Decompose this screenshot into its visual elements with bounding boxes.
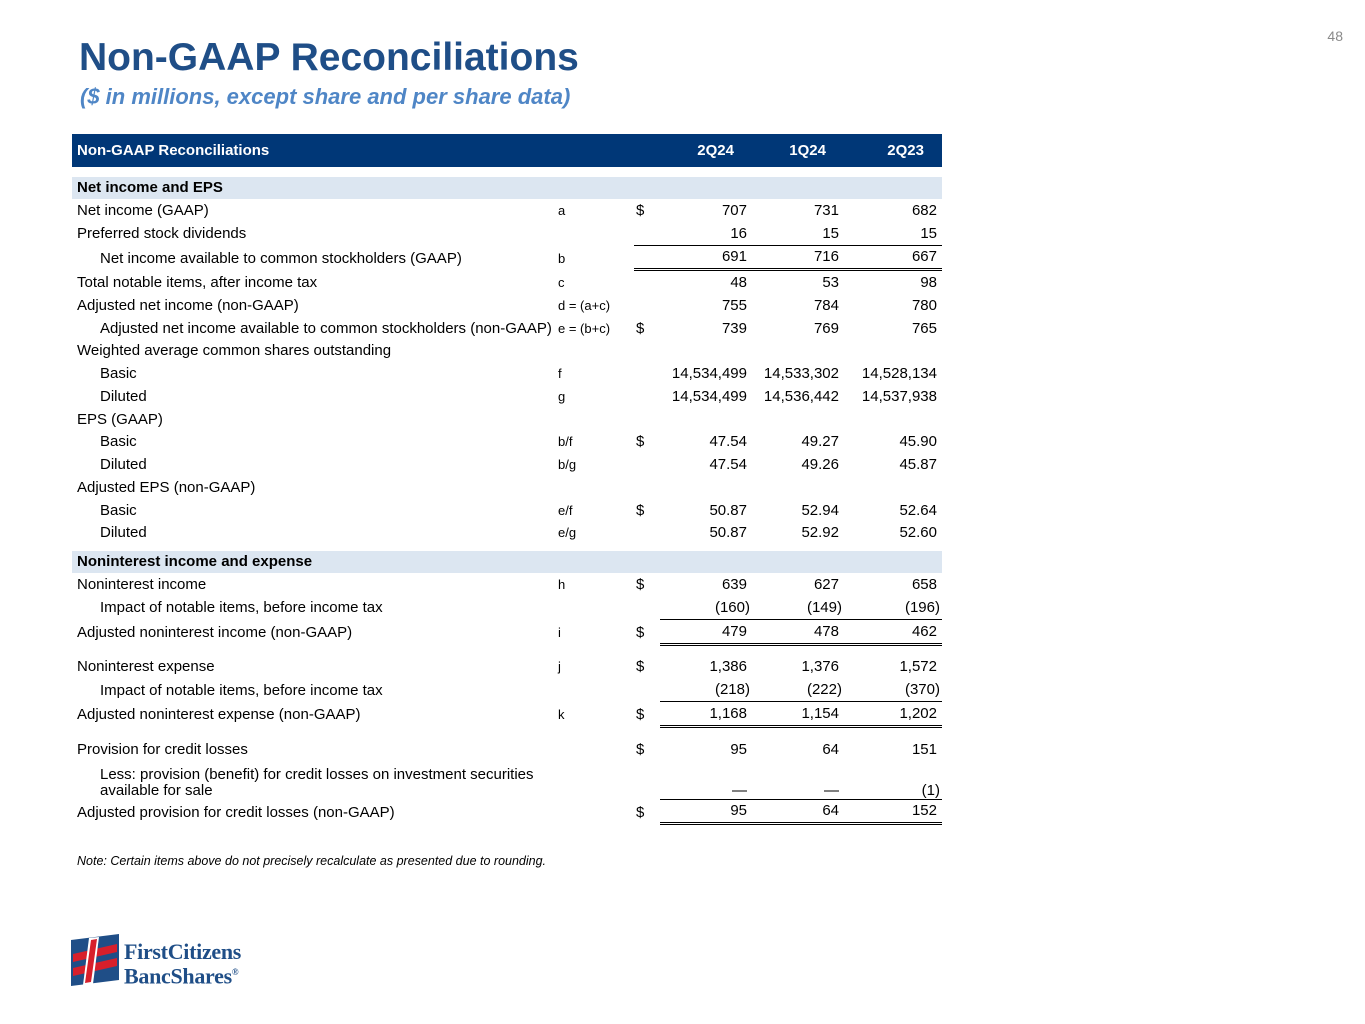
row-label: Net income (GAAP): [77, 201, 209, 219]
row-label: Adjusted net income available to common stockholders (non-GAAP): [100, 319, 552, 337]
row-label-line-1: Less: provision (benefit) for credit losses on investment securities: [100, 766, 534, 783]
value-2q24: 707: [721, 201, 747, 219]
currency-symbol: $: [636, 501, 645, 519]
currency-symbol: $: [636, 803, 645, 821]
currency-symbol: [634, 222, 660, 245]
row-note: f: [558, 366, 562, 381]
value-2q23: 98: [920, 274, 937, 291]
table-row: [72, 294, 942, 317]
section-title: Noninterest income and expense: [72, 551, 942, 573]
table-row: [72, 270, 942, 294]
currency-symbol: [634, 596, 660, 619]
row-note: h: [558, 577, 566, 592]
section-title: Net income and EPS: [72, 177, 942, 199]
currency-symbol: [634, 245, 660, 270]
value-1q24: 731: [813, 201, 839, 219]
currency-symbol: [634, 294, 660, 317]
value-1q24: —: [824, 781, 839, 799]
value-1q24: 716: [752, 245, 844, 270]
row-label: Impact of notable items, before income tax: [100, 599, 383, 617]
row-note: c: [558, 275, 565, 290]
value-2q24: 639: [721, 576, 747, 593]
row-note: [558, 738, 634, 761]
header-col-2q24: 2Q24: [660, 134, 752, 167]
value-2q23: 462: [844, 619, 942, 644]
logo-line-1: FirstCitizens: [124, 939, 242, 964]
table-row: [72, 199, 942, 222]
flag-logo-icon: [69, 932, 121, 986]
value-1q24: 49.26: [801, 456, 839, 473]
row-label: [72, 761, 558, 800]
table-header-row: [72, 134, 942, 167]
currency-symbol: [634, 678, 660, 701]
value-1q24: 1,154: [752, 702, 844, 727]
value-2q24: 16: [730, 224, 747, 242]
table-row: [72, 385, 942, 408]
value-1q24: 52.94: [801, 501, 839, 519]
registered-mark: ®: [231, 967, 239, 977]
table-row: [72, 738, 942, 761]
company-logo: [69, 930, 259, 990]
table-row: [72, 499, 942, 522]
header-col-2q23: 2Q23: [844, 134, 942, 167]
value-2q23: 45.87: [899, 456, 937, 473]
value-2q24: 50.87: [709, 501, 747, 519]
row-label: Adjusted noninterest income (non-GAAP): [77, 624, 353, 641]
value-2q24: 95: [660, 799, 752, 824]
table-row: [72, 317, 942, 340]
section-header: [72, 551, 942, 573]
table-row: [72, 761, 942, 800]
table-row: [72, 431, 942, 454]
value-2q23: 15: [920, 224, 937, 242]
table-row: [72, 573, 942, 596]
value-2q23: (196): [904, 598, 940, 616]
value-1q24: 52.92: [801, 524, 839, 542]
value-2q23: 14,528,134: [861, 365, 937, 382]
row-note: g: [558, 388, 566, 404]
currency-symbol: $: [636, 706, 645, 724]
value-2q23: 52.60: [899, 524, 937, 542]
value-1q24: 15: [822, 224, 839, 242]
value-2q24: 755: [721, 296, 747, 314]
currency-symbol: [634, 362, 660, 385]
value-1q24: 769: [813, 319, 839, 337]
row-note: j: [558, 659, 561, 675]
currency-symbol: [634, 522, 660, 545]
page-number: 48: [1327, 28, 1343, 44]
value-1q24: (222): [806, 681, 842, 698]
currency-symbol: $: [636, 740, 645, 758]
table-row: [72, 799, 942, 824]
logo-wordmark: [124, 939, 242, 989]
value-2q23: 1,572: [899, 658, 937, 676]
value-2q24: 47.54: [709, 456, 747, 473]
row-label: Provision for credit losses: [77, 740, 248, 758]
value-1q24: 627: [813, 576, 839, 593]
table-row: [72, 362, 942, 385]
currency-symbol: [634, 761, 660, 800]
table-row: [72, 702, 942, 727]
row-note: k: [558, 707, 565, 723]
row-label: Weighted average common shares outstanding: [77, 342, 392, 360]
reconciliation-table-container: [72, 134, 942, 825]
value-2q24: 479: [660, 619, 752, 644]
table-row: [72, 656, 942, 679]
page-title: Non-GAAP Reconciliations: [79, 36, 579, 79]
value-2q23: 45.90: [899, 433, 937, 451]
currency-symbol: [634, 385, 660, 408]
row-note: [558, 799, 634, 824]
row-label: Adjusted EPS (non-GAAP): [77, 478, 256, 496]
value-2q23: (370): [904, 681, 940, 698]
table-row: [72, 678, 942, 701]
table-row: [72, 340, 942, 363]
table-row: [72, 222, 942, 245]
value-2q24: (160): [714, 598, 750, 616]
header-label: Non-GAAP Reconciliations: [72, 134, 558, 167]
footnote: Note: Certain items above do not precisely recalculate as presented due to rounding.: [77, 854, 547, 868]
row-note: b: [558, 250, 566, 266]
row-label: Basic: [100, 365, 137, 382]
value-2q24: 50.87: [709, 524, 747, 542]
value-2q23: 14,537,938: [861, 387, 937, 405]
value-1q24: 14,536,442: [763, 387, 839, 405]
value-1q24: 64: [752, 799, 844, 824]
value-1q24: (149): [806, 598, 842, 616]
row-note: [558, 222, 634, 245]
row-label: Noninterest income: [77, 576, 207, 593]
row-label: Adjusted net income (non-GAAP): [77, 296, 299, 314]
value-2q24: 95: [730, 740, 747, 758]
row-note: b/g: [558, 457, 577, 472]
currency-symbol: $: [636, 624, 645, 641]
value-2q24: 14,534,499: [671, 365, 747, 382]
row-note: a: [558, 202, 566, 218]
table-row: [72, 522, 942, 545]
value-2q24: 47.54: [709, 433, 747, 451]
value-2q23: 667: [844, 245, 942, 270]
row-label: Noninterest expense: [77, 658, 215, 676]
currency-symbol: [634, 270, 660, 294]
currency-symbol: $: [636, 433, 645, 451]
row-note: b/f: [558, 434, 573, 450]
value-2q23: 152: [844, 799, 942, 824]
header-col-1q24: 1Q24: [752, 134, 844, 167]
row-label: Preferred stock dividends: [77, 225, 247, 242]
value-1q24: 49.27: [801, 433, 839, 451]
value-2q23: 1,202: [844, 702, 942, 727]
value-2q23: (1): [921, 781, 940, 799]
value-1q24: 1,376: [801, 658, 839, 676]
row-label: Basic: [100, 501, 137, 519]
table-row: [72, 596, 942, 619]
row-label: Adjusted provision for credit losses (non-GAAP): [77, 803, 395, 821]
value-2q24: 48: [730, 274, 747, 291]
table-row: [72, 619, 942, 644]
value-2q23: 151: [911, 740, 937, 758]
value-2q24: —: [732, 781, 747, 799]
currency-symbol: [634, 453, 660, 476]
row-note: [558, 678, 634, 701]
row-label: Basic: [100, 433, 137, 451]
value-2q23: 765: [911, 319, 937, 337]
value-2q24: (218): [714, 681, 750, 698]
value-1q24: 64: [822, 740, 839, 758]
value-2q24: 1,386: [709, 658, 747, 676]
row-label: Diluted: [100, 456, 147, 473]
row-note: [558, 596, 634, 619]
value-2q23: 52.64: [899, 501, 937, 519]
value-2q23: 682: [911, 201, 937, 219]
value-2q23: 780: [911, 296, 937, 314]
row-note: [558, 761, 634, 800]
row-note: e = (b+c): [558, 320, 611, 336]
table-row: [72, 453, 942, 476]
currency-symbol: $: [636, 201, 645, 219]
row-label: EPS (GAAP): [77, 410, 163, 428]
table-row: [72, 245, 942, 270]
currency-symbol: $: [636, 576, 645, 593]
logo-line-2: BancShares: [124, 963, 232, 989]
value-2q23: 658: [911, 576, 937, 593]
row-note: e/g: [558, 525, 577, 541]
row-note: i: [558, 625, 561, 640]
page-subtitle: ($ in millions, except share and per share data): [80, 84, 571, 109]
value-2q24: 691: [660, 245, 752, 270]
value-2q24: 1,168: [660, 702, 752, 727]
row-note: d = (a+c): [558, 297, 611, 313]
row-label-line-2: available for sale: [100, 782, 213, 799]
currency-symbol: $: [636, 658, 645, 676]
row-label: Net income available to common stockholders (GAAP): [100, 249, 462, 267]
row-note: e/f: [558, 502, 573, 518]
value-2q24: 14,534,499: [671, 387, 747, 405]
table-row: [72, 476, 942, 499]
row-label: Diluted: [100, 524, 147, 542]
value-2q24: 739: [721, 319, 747, 337]
currency-symbol: $: [636, 319, 645, 337]
reconciliation-table: [72, 134, 942, 825]
table-row: [72, 408, 942, 431]
value-1q24: 784: [813, 296, 839, 314]
section-header: [72, 177, 942, 199]
value-1q24: 478: [752, 619, 844, 644]
row-label: Adjusted noninterest expense (non-GAAP): [77, 706, 361, 724]
row-label: Impact of notable items, before income tax: [100, 681, 383, 699]
value-1q24: 53: [822, 274, 839, 291]
row-label: Diluted: [100, 387, 147, 405]
value-1q24: 14,533,302: [763, 365, 839, 382]
row-label: Total notable items, after income tax: [77, 274, 318, 291]
